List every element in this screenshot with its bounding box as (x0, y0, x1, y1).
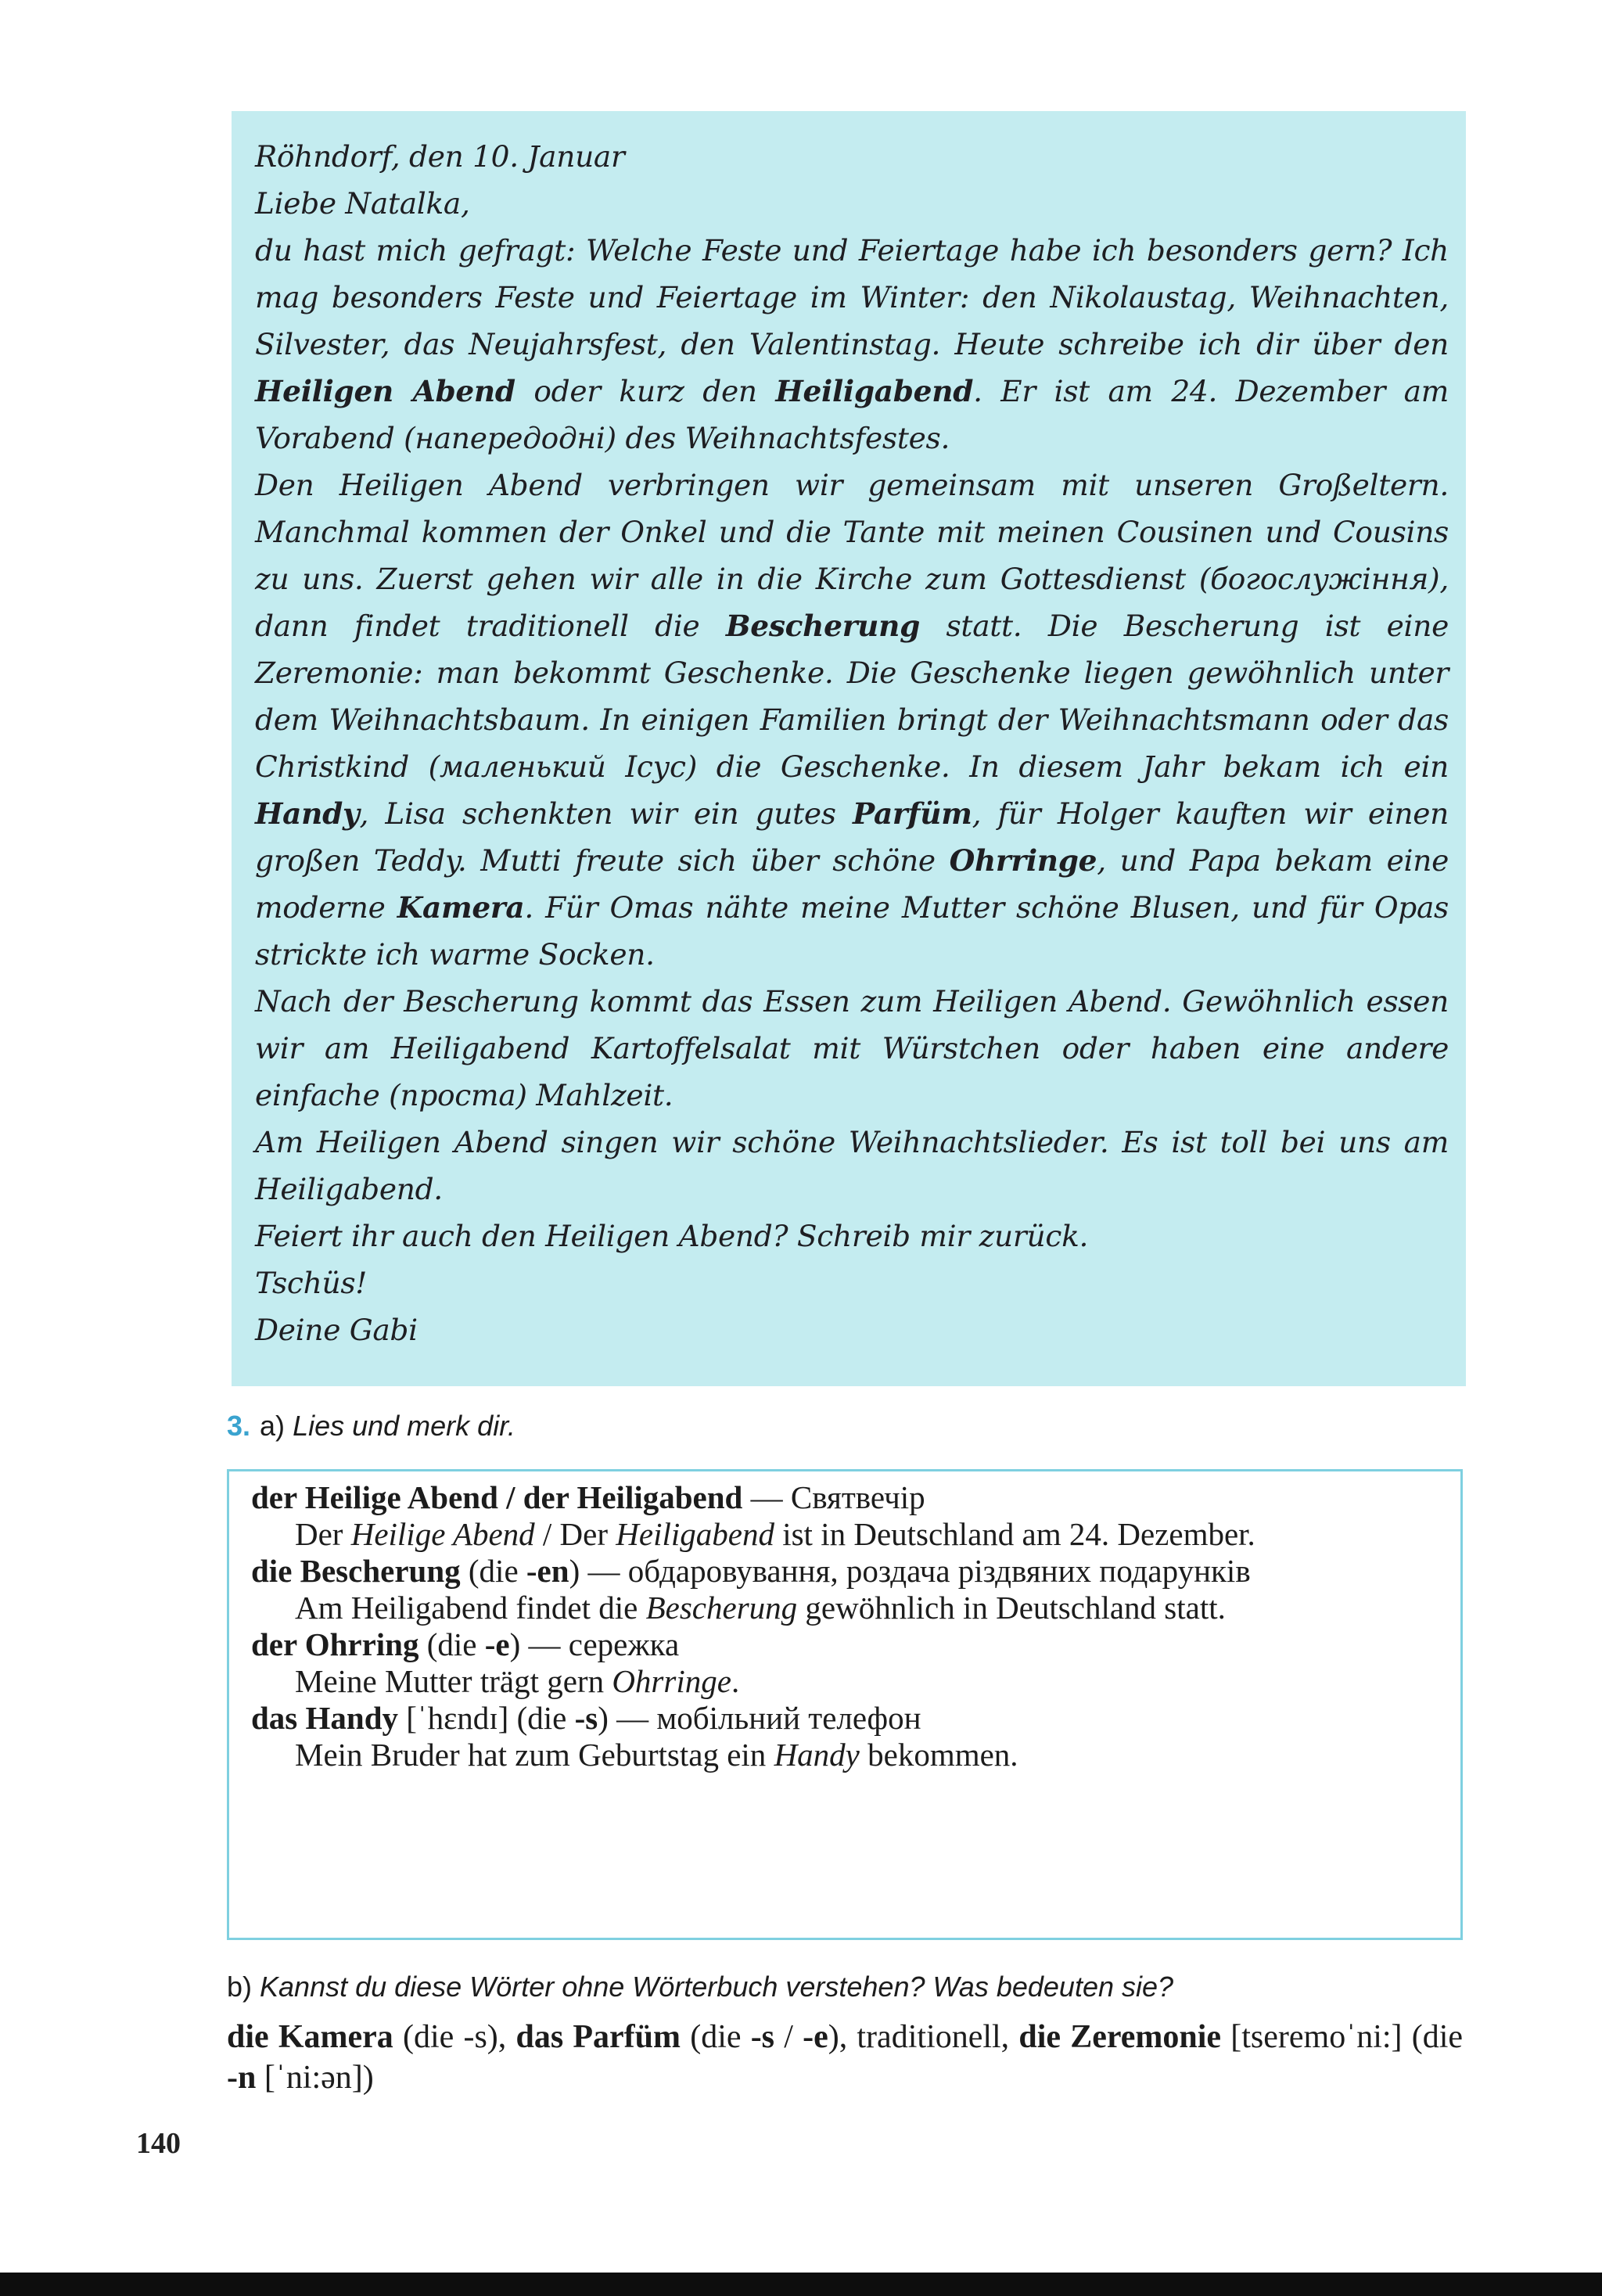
letter-paragraph-5: Feiert ihr auch den Heiligen Abend? Schreib mir zurück. (255, 1219, 1089, 1253)
text: ist in Deutschland am 24. Dezember. (774, 1516, 1255, 1552)
exercise-instruction: Kannst du diese Wörter ohne Wörterbuch verstehen? Was bedeuten sie? (260, 1971, 1174, 2003)
vocab-grammar: ) (509, 1626, 521, 1662)
word-grammar: (die -s), (393, 2019, 516, 2055)
text: , und Papa bekam eine moderne (255, 843, 1449, 925)
word-plural: -n (227, 2060, 257, 2096)
vocab-headword: der Ohrring (251, 1626, 419, 1662)
text-italic: Handy (774, 1737, 860, 1773)
letter-box (232, 111, 1466, 1386)
text: oder kurz den (515, 374, 776, 408)
keyword-parfuem: Parfüm (853, 796, 972, 831)
vocab-grammar: ) (569, 1553, 580, 1589)
vocab-headword: das Handy (251, 1700, 399, 1736)
exercise-part-letter: b) (227, 1971, 253, 2003)
letter-paragraph-4: Am Heiligen Abend singen wir schöne Weihnachtslieder. Es ist toll bei uns am Heiligabend. (255, 1125, 1449, 1206)
text: . (731, 1663, 740, 1699)
vocab-translation: — обдаровування, роздача різдвяних подарунків (580, 1553, 1251, 1589)
vocab-translation: — Святвечір (742, 1479, 925, 1515)
exercise-3b-heading (227, 1971, 1173, 2003)
letter-date: Röhndorf, den 10. Januar (255, 139, 625, 174)
word-zeremonie: die Zeremonie (1018, 2019, 1222, 2055)
text: statt. Die Bescherung ist eine Zeremonie: man bekommt Geschenke. Die Geschenke liegen gewöhnlich unter dem Weihnachtsbaum. In einigen Familien bringt der Weihnachtsmann oder das Christkind (маленький Ісус) die Geschenke. In diesem Jahr bekam ich ein (255, 609, 1449, 784)
keyword-heiligen-abend: Heiligen Abend (255, 374, 515, 408)
vocab-entry (251, 1700, 1437, 1737)
vocabulary-box (227, 1469, 1463, 1940)
vocab-plural: -en (526, 1553, 569, 1589)
text: Meine Mutter trägt gern (295, 1663, 612, 1699)
page-number: 140 (136, 2127, 181, 2160)
vocab-grammar: ) (598, 1700, 609, 1736)
word-phonetic: [ˈni:ən]) (256, 2060, 374, 2096)
text-italic: Heiligabend (616, 1516, 774, 1552)
vocab-entry (251, 1553, 1437, 1590)
vocab-grammar: (die (460, 1553, 526, 1589)
text-italic: Heilige Abend (350, 1516, 535, 1552)
vocab-headword: der Heilige Abend / der Heiligabend (251, 1479, 743, 1515)
vocab-headword: die Bescherung (251, 1553, 461, 1589)
text: bekommen. (859, 1737, 1018, 1773)
keyword-heiligabend: Heiligabend (775, 374, 974, 408)
text: , Lisa schenkten wir ein gutes (359, 796, 853, 831)
letter-closing: Tschüs! (255, 1266, 368, 1300)
letter-signature: Deine Gabi (255, 1313, 418, 1347)
word-grammar: ), traditionell, (828, 2019, 1019, 2055)
letter-paragraph-1 (255, 227, 1449, 462)
keyword-bescherung: Bescherung (725, 609, 921, 643)
word-grammar: (die (681, 2019, 751, 2055)
word-plural: -e (803, 2019, 828, 2055)
text: Am Heiligabend findet die (295, 1590, 646, 1626)
word-parfuem: das Parfüm (515, 2019, 681, 2055)
word-list (227, 2017, 1463, 2098)
keyword-kamera: Kamera (397, 890, 525, 925)
vocab-entry (251, 1479, 1437, 1516)
vocab-entry (251, 1626, 1437, 1663)
letter-paragraph-3: Nach der Bescherung kommt das Essen zum Heiligen Abend. Gewöhnlich essen wir am Heiligabend Kartoffelsalat mit Würstchen oder haben eine andere einfache (проста) Mahlzeit. (255, 984, 1449, 1112)
vocab-example (251, 1516, 1437, 1553)
vocab-translation: — мобільний телефон (608, 1700, 921, 1736)
word-kamera: die Kamera (227, 2019, 393, 2055)
text: / Der (534, 1516, 616, 1552)
scan-edge-bar (0, 2273, 1602, 2296)
text: Der (295, 1516, 351, 1552)
letter-greeting: Liebe Natalka, (255, 186, 470, 221)
text: . Er ist am 24. Dezember am Vorabend (напередодні) des Weihnachtsfestes. (255, 374, 1449, 455)
keyword-handy: Handy (255, 796, 360, 831)
vocab-grammar: (die (508, 1700, 575, 1736)
word-grammar: / (774, 2019, 803, 2055)
vocab-plural: -e (484, 1626, 510, 1662)
text: Den Heiligen Abend verbringen wir gemeinsam mit unseren Großeltern. Manchmal kommen der Onkel und die Tante mit meinen Cousinen und Cousins zu uns. Zuerst gehen wir alle in die Kirche zum Gottesdienst (богослужіння), dann findet traditionell die (255, 468, 1449, 643)
letter-paragraph-2 (255, 462, 1449, 978)
text: du hast mich gefragt: Welche Feste und Feiertage habe ich besonders gern? Ich mag besonders Feste und Feiertage im Winter: den Nikolaustag, Weihnachten, Silvester, das Neujahrsfest, den Valentinstag. Heute schreibe ich dir über den (255, 233, 1449, 361)
vocab-example (251, 1737, 1437, 1773)
exercise-instruction: Lies und merk dir. (293, 1410, 515, 1442)
text-italic: Ohrringe (612, 1663, 731, 1699)
vocab-example (251, 1590, 1437, 1626)
vocab-phonetic: [ˈhɛndɪ] (398, 1700, 509, 1736)
keyword-ohrringe: Ohrringe (949, 843, 1097, 878)
word-phonetic: [tseremoˈni:] (die (1221, 2019, 1463, 2055)
vocab-plural: -s (574, 1700, 598, 1736)
vocab-example (251, 1663, 1437, 1700)
exercise-part-letter: a) (260, 1410, 286, 1442)
exercise-number: 3. (227, 1410, 251, 1442)
exercise-3a-heading (227, 1410, 515, 1443)
text: . Für Omas nähte meine Mutter schöne Blusen, und für Opas strickte ich warme Socken. (255, 890, 1449, 972)
text-italic: Bescherung (645, 1590, 798, 1626)
text: gewöhnlich in Deutschland statt. (797, 1590, 1226, 1626)
word-plural: -s (750, 2019, 775, 2055)
vocab-translation: — сережка (520, 1626, 680, 1662)
text: Mein Bruder hat zum Geburtstag ein (295, 1737, 774, 1773)
vocab-grammar: (die (418, 1626, 485, 1662)
text: , für Holger kauften wir einen großen Teddy. Mutti freute sich über schöne (255, 796, 1449, 878)
